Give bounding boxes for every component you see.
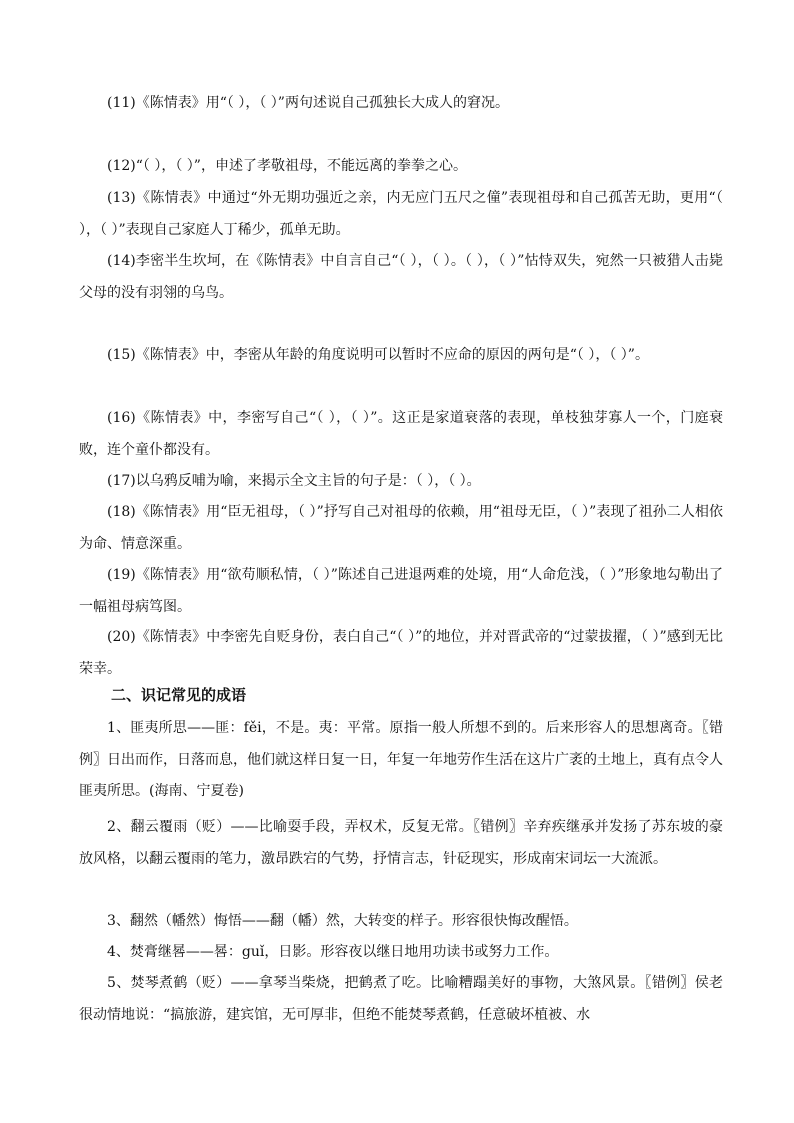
question-19	[79, 560, 723, 623]
question-17	[79, 466, 723, 498]
question-number: (14)	[107, 253, 136, 269]
question-15	[79, 340, 723, 372]
idiom-number: 4、	[107, 944, 130, 960]
question-number: (16)	[107, 410, 136, 426]
idiom-text: 匪夷所思——匪：fěi，不是。夷：平常。原指一般人所想不到的。后来形容人的思想离奇。〖错例〗日出而作，日落而息，他们就这样日复一日，年复一年地劳作生活在这片广袤的土地上，真有点令人匪夷所思。(海南、宁夏卷)	[79, 720, 723, 799]
question-text: 《陈情表》中，李密从年龄的角度说明可以暂时不应命的原因的两句是“（ ），（ ）”。	[135, 347, 649, 363]
idiom-number: 1、	[107, 720, 131, 736]
question-text: 《陈情表》用“欲苟顺私情，（ ）”陈述自己进退两难的处境，用“人命危浅，（ ）”形象地勾勒出了一幅祖母病笃图。	[79, 567, 723, 615]
idiom-1	[79, 713, 723, 808]
idiom-text: 焚琴煮鹤（贬）——拿琴当柴烧，把鹤煮了吃。比喻糟蹋美好的事物，大煞风景。〖错例〗侯老很动情地说：“搞旅游，建宾馆，无可厚非，但绝不能焚琴煮鹤，任意破坏植被、水	[79, 975, 723, 1023]
question-number: (19)	[107, 567, 136, 583]
idiom-number: 3、	[107, 913, 130, 929]
question-text: 《陈情表》中通过“外无期功强近之亲，内无应门五尺之僮”表现祖母和自己孤苦无助，更用“（ ），（ ）”表现自己家庭人丁稀少，孤单无助。	[79, 190, 723, 238]
idiom-4	[79, 937, 723, 969]
question-text: 以乌鸦反哺为喻，来揭示全文主旨的句子是：（ ），（ ）。	[135, 473, 481, 489]
idiom-text: 焚膏继晷——晷：guǐ，日影。形容夜以继日地用功读书或努力工作。	[129, 944, 559, 960]
idiom-text: 翻然（幡然）悔悟——翻（幡）然，大转变的样子。形容很快悔改醒悟。	[129, 913, 578, 929]
question-number: (12)	[107, 158, 136, 174]
question-16	[79, 403, 723, 466]
question-text: 《陈情表》用“（ ），（ ）”两句述说自己孤独长大成人的窘况。	[135, 95, 509, 111]
question-14	[79, 246, 723, 309]
question-number: (20)	[107, 629, 136, 645]
question-number: (17)	[107, 473, 136, 489]
question-20	[79, 622, 723, 685]
question-text: 李密半生坎坷，在《陈情表》中自言自己“（ ），（ ）。（ ），（ ）”怙恃双失，宛然一只被猎人击毙父母的没有羽翎的乌鸟。	[79, 253, 723, 301]
idiom-5	[79, 968, 723, 1031]
question-number: (15)	[107, 347, 136, 363]
idiom-text: 翻云覆雨（贬）——比喻耍手段，弄权术，反复无常。〖错例〗辛弃疾继承并发扬了苏东坡的豪放风格，以翻云覆雨的笔力，激昂跌宕的气势，抒情言志，针砭现实，形成南宋词坛一大流派。	[79, 819, 723, 867]
question-number: (18)	[107, 504, 136, 520]
question-12	[79, 151, 723, 183]
question-number: (11)	[107, 95, 136, 111]
question-text: “（ ），（ ）”，申述了孝敬祖母，不能远离的拳拳之心。	[135, 158, 467, 174]
question-13	[79, 183, 723, 246]
idiom-number: 5、	[107, 975, 131, 991]
idiom-3	[79, 906, 723, 938]
idiom-number: 2、	[107, 819, 131, 835]
question-text: 《陈情表》中李密先自贬身份，表白自己“（ ）”的地位，并对晋武帝的“过蒙拔擢，（ ）”感到无比荣幸。	[79, 629, 723, 677]
question-11	[79, 88, 723, 120]
question-number: (13)	[107, 190, 136, 206]
idiom-2	[79, 812, 723, 875]
question-text: 《陈情表》用“臣无祖母，（ ）”抒写自己对祖母的依赖，用“祖母无臣，（ ）”表现了祖孙二人相依为命、情意深重。	[79, 504, 723, 552]
question-18	[79, 497, 723, 560]
question-text: 《陈情表》中，李密写自己“（ ），（ ）”。这正是家道衰落的表现，单枝独芽寡人一个，门庭衰败，连个童仆都没有。	[79, 410, 723, 458]
section-title: 二、识记常见的成语	[111, 686, 247, 704]
